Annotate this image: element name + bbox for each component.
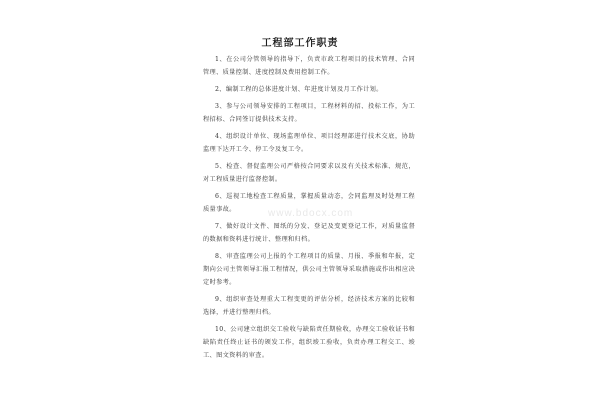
paragraph-3: 3、参与公司领导安排的工程项目，工程材料的招、投标工作，为工程招标、合同签订提供技术支持。 — [203, 103, 415, 123]
paragraph-10: 10、公司建立组织交工验收与缺陷责任期验收，办理交工验收证书和缺陷责任终止证书的颁发工作，组织竣工验收，负责办理工程交工、竣工、图文资料的审查。 — [203, 326, 415, 359]
paragraph-9: 9、组织审查处理重大工程变更的评估分析，经济技术方案的比较和选择，并进行整理归档。 — [203, 296, 415, 316]
watermark-text: www.bdocx.com — [268, 208, 354, 219]
paragraph-7: 7、做好设计文件、图纸的分发、登记及变更登记工作，对质量监督的数据和资料进行统计、整理和归档。 — [203, 223, 415, 243]
document-body — [203, 53, 415, 366]
paragraph-5: 5、检查、督促监理公司严格按合同要求以及有关技术标准、规范，对工程质量进行监督控制。 — [203, 163, 415, 183]
paragraph-4: 4、组织设计单位、现场监理单位、项目经理部进行技术交底，协助监理下达开工令、停工令及复工令。 — [203, 133, 415, 153]
paragraph-2: 2、编制工程的总体进度计划、年进度计划及月工作计划。 — [215, 86, 383, 93]
paragraph-1: 1、在公司分管领导的指导下，负责市政工程项目的技术管理、合同管理、质量控制、进度控制及费用控制工作。 — [203, 56, 415, 76]
paragraph-6: 6、巡视工地检查工程质量，掌握质量动态，会同监理及时处理工程质量事故。 — [203, 193, 415, 213]
document-title: 工程部工作职责 — [261, 38, 339, 49]
paragraph-8: 8、审查监理公司上报的个工程项目的质量、月报、季报和年报，定期向公司主管领导汇报工程情况，供公司主管领导采取措施或作出相应决定时参考。 — [203, 253, 415, 286]
